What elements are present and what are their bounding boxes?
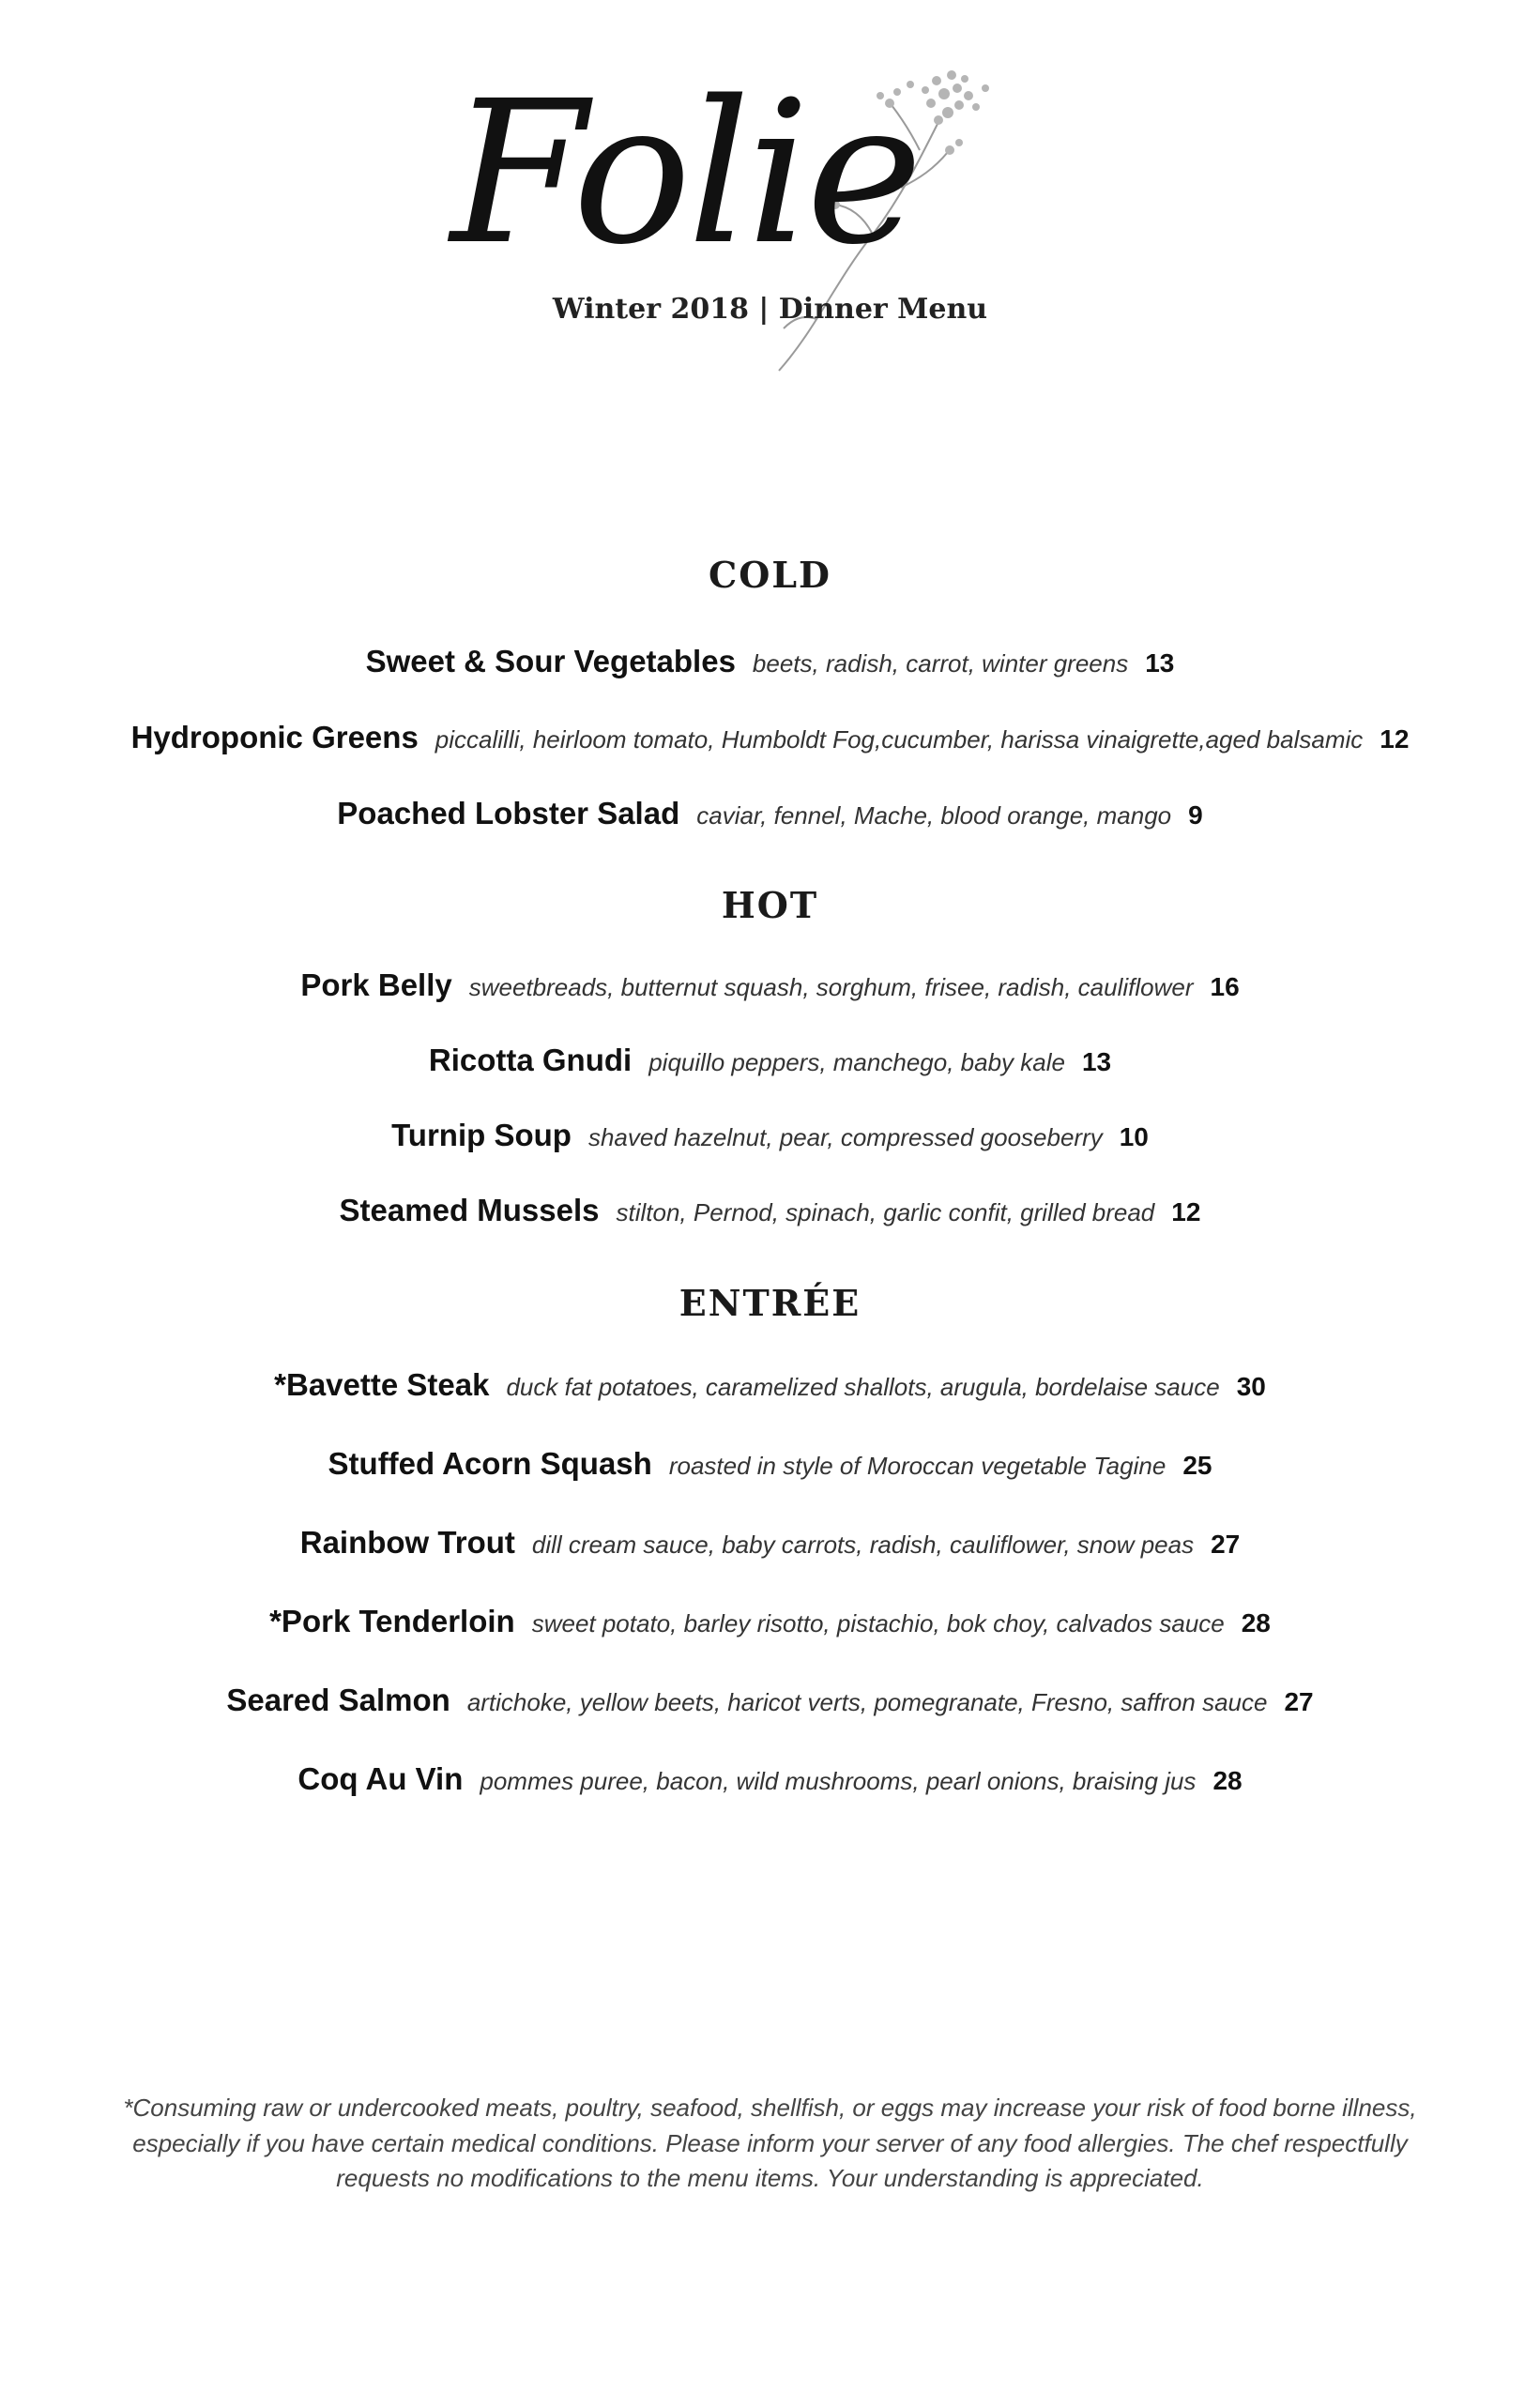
- item-price: 16: [1210, 972, 1240, 1001]
- item-description: sweetbreads, butternut squash, sorghum, frisee, radish, cauliflower: [468, 973, 1194, 1001]
- section-title-cold: COLD: [708, 554, 832, 596]
- menu-item: [0, 1763, 1540, 1794]
- item-price: 30: [1236, 1372, 1266, 1401]
- allergy-disclaimer: *Consuming raw or undercooked meats, poultry, seafood, shellfish, or eggs may increase your risk of food borne illness, especially if you have certain medical conditions. Please inform your server of any food allergies. The chef respectfully requests no modifications to the menu items. Your understanding is appreciated.: [123, 2094, 1417, 2193]
- item-description: artichoke, yellow beets, haricot verts, pomegranate, Fresno, saffron sauce: [466, 1688, 1268, 1716]
- item-price: 27: [1211, 1530, 1241, 1559]
- item-name: Rainbow Trout: [299, 1525, 515, 1560]
- item-price: 13: [1145, 648, 1175, 678]
- item-description: stilton, Pernod, spinach, garlic confit, grilled bread: [616, 1198, 1155, 1226]
- item-name: Steamed Mussels: [339, 1193, 600, 1227]
- item-price: 27: [1284, 1687, 1314, 1716]
- item-description: piccalilli, heirloom tomato, Humboldt Fog,cucumber, harissa vinaigrette,aged balsamic: [435, 725, 1364, 754]
- item-price: 28: [1212, 1766, 1243, 1795]
- item-name: Turnip Soup: [391, 1118, 572, 1152]
- item-name: *Bavette Steak: [274, 1367, 490, 1402]
- item-price: 28: [1241, 1608, 1271, 1637]
- item-price: 9: [1188, 800, 1203, 830]
- menu-item: [0, 1044, 1540, 1075]
- item-name: Pork Belly: [300, 967, 452, 1002]
- item-description: dill cream sauce, baby carrots, radish, cauliflower, snow peas: [531, 1531, 1195, 1559]
- section-title-hot: HOT: [721, 884, 819, 926]
- menu-item: [0, 1195, 1540, 1226]
- item-name: Ricotta Gnudi: [428, 1043, 633, 1077]
- item-description: duck fat potatoes, caramelized shallots, arugula, bordelaise sauce: [506, 1373, 1220, 1401]
- item-price: 12: [1171, 1197, 1201, 1226]
- item-name: Stuffed Acorn Squash: [328, 1446, 652, 1481]
- item-description: shaved hazelnut, pear, compressed gooseberry: [587, 1123, 1103, 1151]
- menu-item: [0, 1119, 1540, 1150]
- section-title-entree: ENTRÉE: [679, 1282, 861, 1324]
- menu-item: [0, 969, 1540, 1000]
- menu-item: [0, 1684, 1540, 1715]
- item-description: pommes puree, bacon, wild mushrooms, pearl onions, braising jus: [480, 1767, 1197, 1795]
- menu-header: [0, 47, 1540, 385]
- item-name: Poached Lobster Salad: [337, 796, 680, 830]
- item-price: 10: [1119, 1122, 1149, 1151]
- item-description: roasted in style of Moroccan vegetable Tagine: [668, 1452, 1166, 1480]
- menu-item: [0, 646, 1540, 677]
- item-price: 25: [1182, 1451, 1212, 1480]
- item-description: caviar, fennel, Mache, blood orange, mango: [696, 801, 1172, 830]
- item-description: piquillo peppers, manchego, baby kale: [648, 1048, 1065, 1076]
- menu-item: [0, 722, 1540, 753]
- menu-subtitle: Winter 2018 | Dinner Menu: [552, 293, 988, 326]
- item-name: Coq Au Vin: [297, 1761, 464, 1796]
- menu-item: [0, 1448, 1540, 1479]
- item-price: 13: [1081, 1047, 1112, 1076]
- item-name: Sweet & Sour Vegetables: [365, 644, 736, 678]
- item-description: sweet potato, barley risotto, pistachio, bok choy, calvados sauce: [531, 1609, 1225, 1637]
- menu-item: [0, 1606, 1540, 1637]
- item-name: Hydroponic Greens: [130, 720, 419, 754]
- logo-wordmark: Folie: [450, 58, 920, 288]
- item-price: 12: [1380, 724, 1410, 754]
- menu-item: [0, 798, 1540, 829]
- item-name: Seared Salmon: [226, 1683, 450, 1717]
- menu-item: [0, 1527, 1540, 1558]
- item-name: *Pork Tenderloin: [269, 1604, 515, 1638]
- item-description: beets, radish, carrot, winter greens: [752, 649, 1129, 678]
- menu-item: [0, 1369, 1540, 1400]
